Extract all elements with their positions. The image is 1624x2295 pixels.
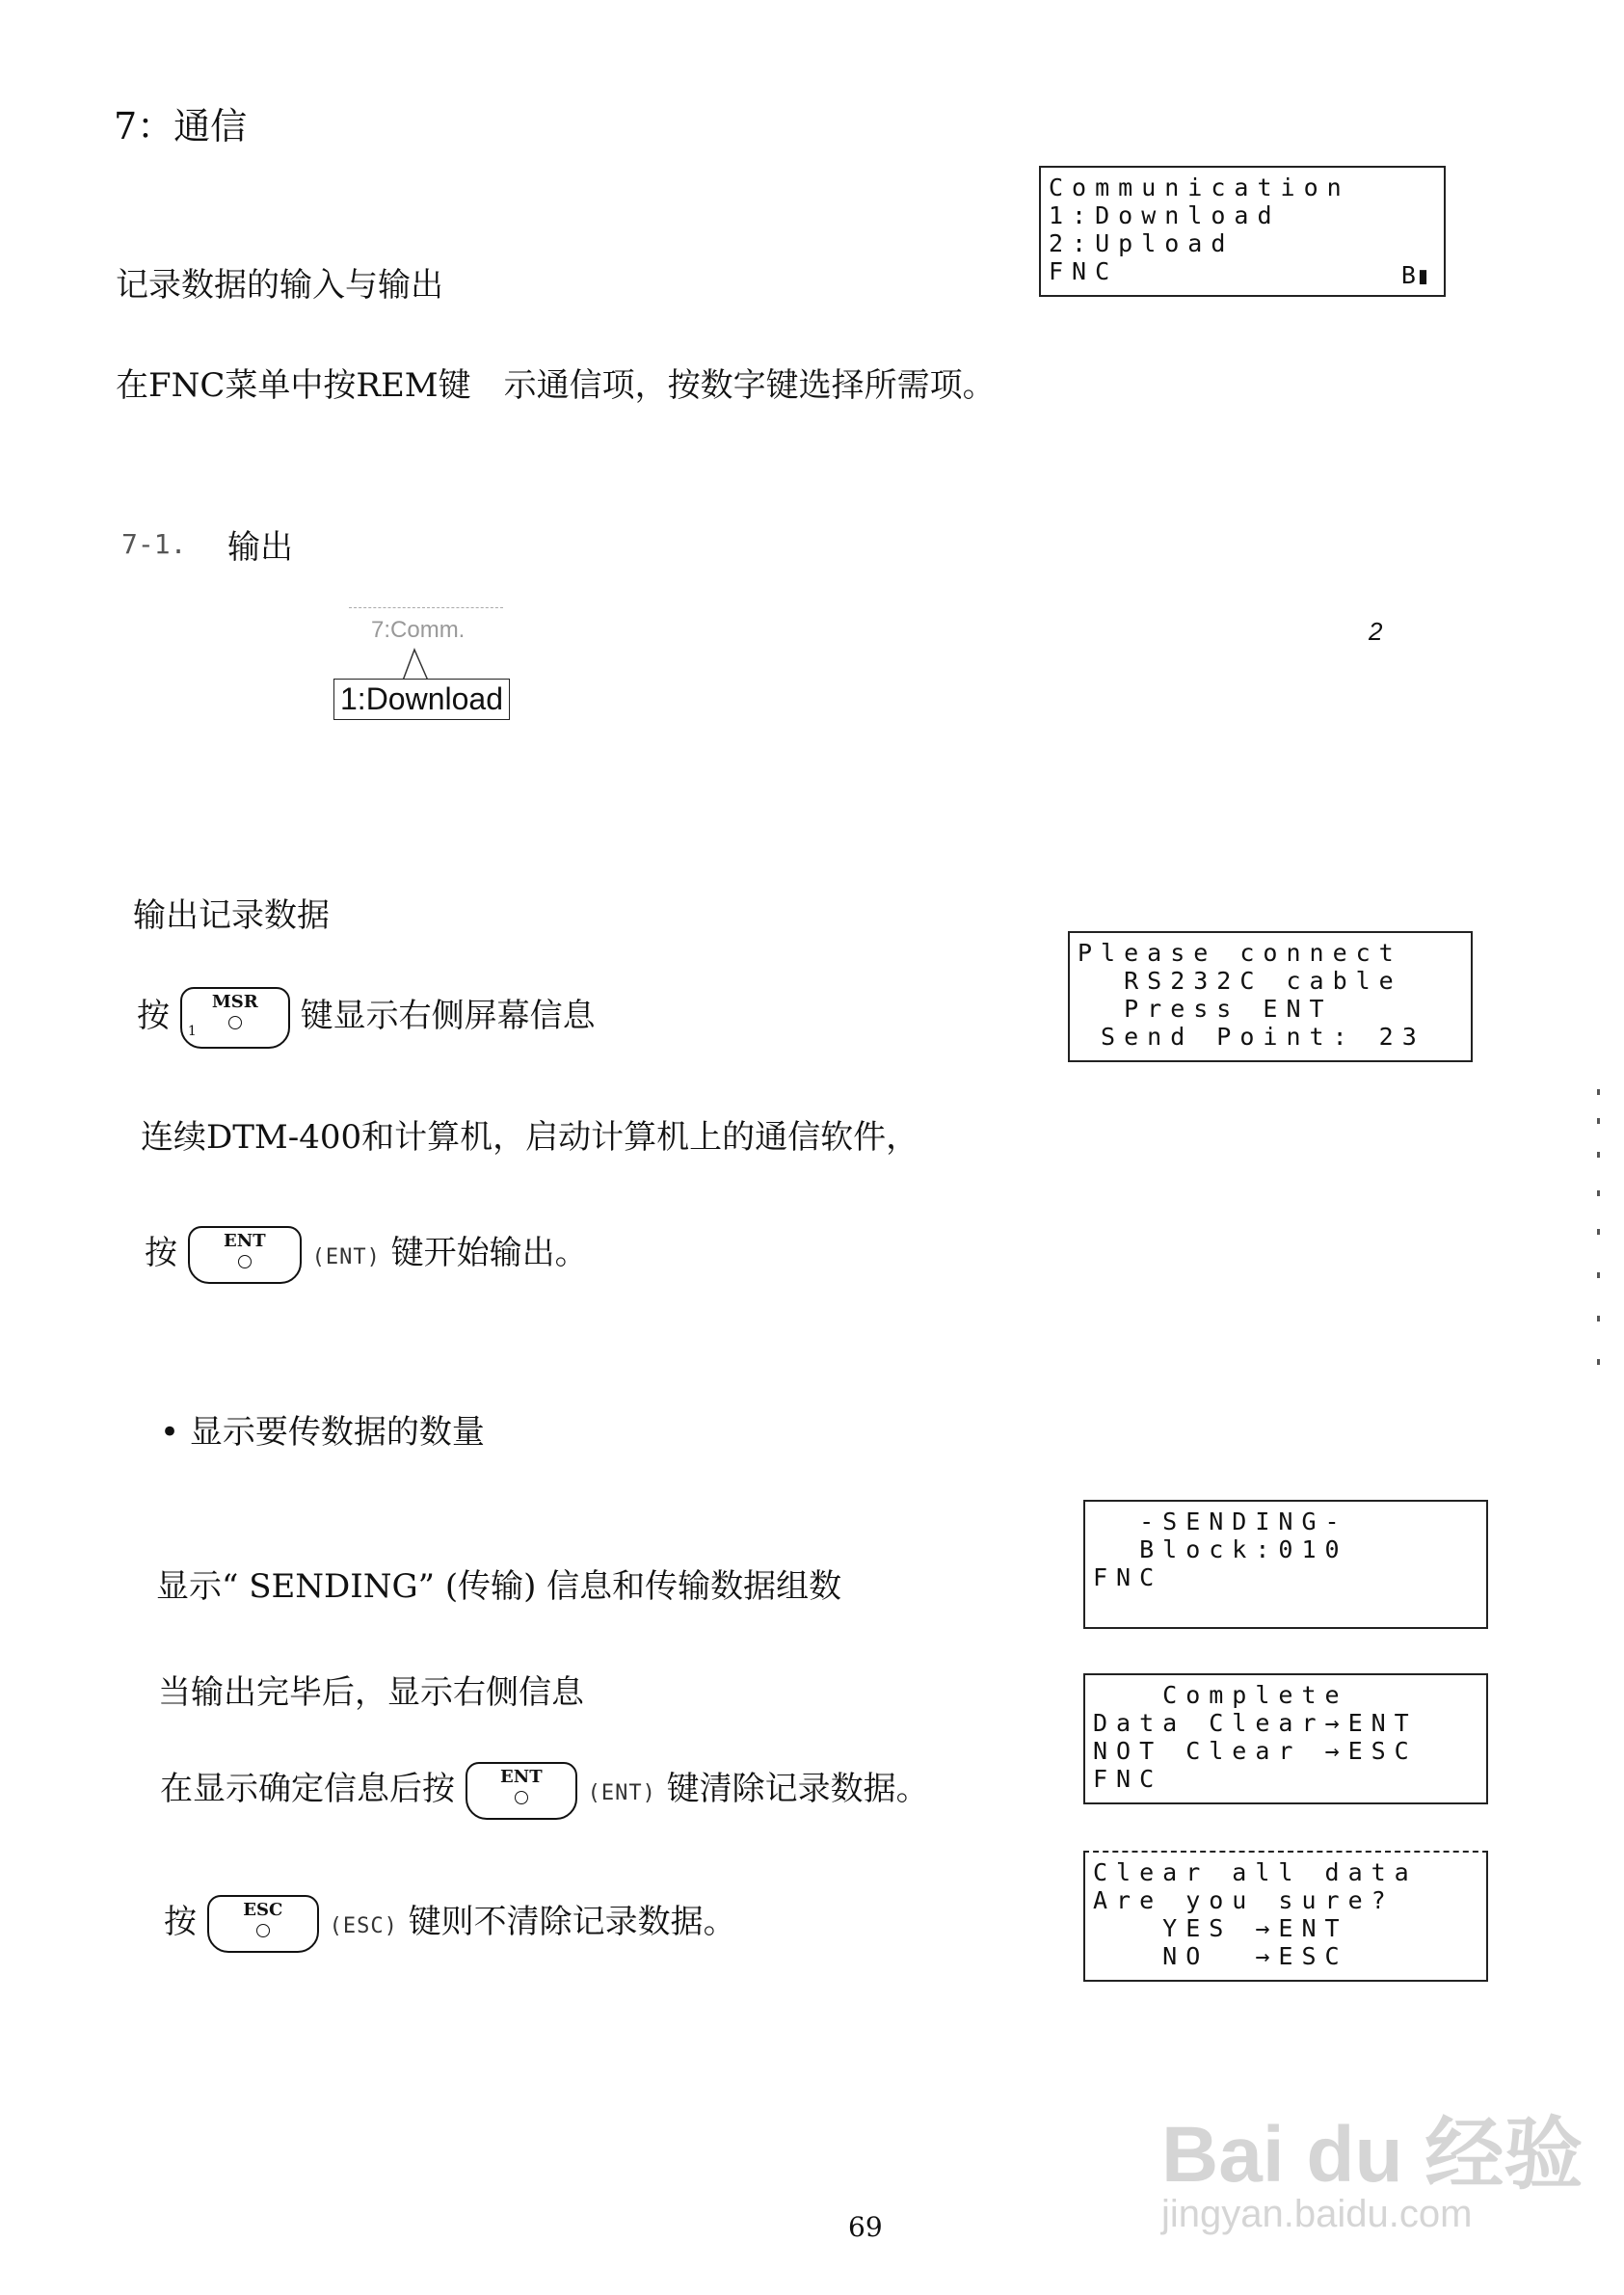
msr-key-number: 1 xyxy=(187,1024,197,1039)
esc-key xyxy=(207,1895,319,1953)
esc-code: (ESC) xyxy=(329,1914,398,1938)
page-marker: 2 xyxy=(1369,617,1383,646)
lcd-line: Complete xyxy=(1093,1681,1348,1709)
lcd-status: B▮ xyxy=(1400,261,1430,289)
lcd-line: Send Point: 23 xyxy=(1078,1023,1425,1051)
subsection-title: 输出 xyxy=(227,528,293,567)
lcd-line: FNC xyxy=(1093,1765,1163,1793)
press-ent-start-line xyxy=(145,1226,588,1284)
lcd-line: Data Clear→ENT xyxy=(1093,1709,1418,1737)
complete-description: 当输出完毕后，显示右侧信息 xyxy=(158,1673,584,1712)
ent-code: (ENT) xyxy=(587,1781,656,1805)
section-title: 7：通信 xyxy=(114,105,248,147)
lcd-line: NOT Clear →ESC xyxy=(1093,1737,1418,1765)
lcd-line: -SENDING- xyxy=(1093,1508,1348,1535)
intro-subtitle: 记录数据的输入与输出 xyxy=(116,266,443,305)
key-dot-icon xyxy=(515,1791,528,1804)
ent-key-label: ENT xyxy=(500,1767,543,1787)
menu-parent-label: 7:Comm. xyxy=(371,617,466,643)
lcd-line: Block:010 xyxy=(1093,1535,1348,1563)
menu-parent-border xyxy=(349,607,503,608)
ent-key-label: ENT xyxy=(224,1231,266,1251)
press-ent-start-text: 键开始输出。 xyxy=(390,1234,588,1272)
watermark-url: jingyan.baidu.com xyxy=(1161,2193,1473,2235)
confirm-suffix: 键清除记录数据。 xyxy=(666,1770,929,1808)
press-label: 按 xyxy=(164,1903,197,1941)
press-label: 按 xyxy=(137,997,170,1035)
menu-connector xyxy=(376,644,453,682)
menu-item-download: 1:Download xyxy=(333,679,510,720)
key-dot-icon xyxy=(228,1016,242,1029)
lcd-communication-menu xyxy=(1039,166,1446,297)
intro-instruction: 在FNC菜单中按REM键 示通信项，按数字键选择所需项。 xyxy=(116,366,996,405)
margin-tick xyxy=(1597,1089,1600,1095)
lcd-complete xyxy=(1083,1673,1488,1804)
lcd-line: Please connect xyxy=(1078,939,1402,967)
press-label: 按 xyxy=(145,1234,177,1272)
lcd-line: YES →ENT xyxy=(1093,1914,1348,1942)
bullet-item: • 显示要传数据的数量 xyxy=(160,1413,485,1452)
margin-tick xyxy=(1597,1229,1600,1235)
margin-tick xyxy=(1597,1359,1600,1365)
lcd-line: 2:Upload xyxy=(1049,229,1235,257)
confirm-ent-line xyxy=(160,1762,929,1820)
lcd-line: Press ENT xyxy=(1078,995,1333,1023)
margin-tick xyxy=(1597,1118,1600,1124)
watermark-logo: Bai du 经验 xyxy=(1161,2111,1584,2199)
lcd-line: Are you sure? xyxy=(1093,1886,1395,1914)
lcd-line: FNC xyxy=(1093,1563,1163,1591)
lcd-line: RS232C cable xyxy=(1078,967,1402,995)
lcd-line: NO →ESC xyxy=(1093,1942,1348,1970)
margin-tick xyxy=(1597,1152,1600,1158)
connect-instruction: 连续DTM-400和计算机，启动计算机上的通信软件， xyxy=(141,1118,919,1157)
margin-tick xyxy=(1597,1272,1600,1278)
page-number: 69 xyxy=(848,2211,883,2243)
press-esc-line xyxy=(164,1895,736,1953)
press-esc-text: 键则不清除记录数据。 xyxy=(408,1903,736,1941)
key-dot-icon xyxy=(238,1255,252,1268)
press-msr-text: 键显示右侧屏幕信息 xyxy=(300,997,596,1035)
output-heading: 输出记录数据 xyxy=(133,896,330,935)
lcd-clear-confirm xyxy=(1083,1851,1488,1982)
msr-key-label: MSR xyxy=(211,992,258,1012)
ent-code: (ENT) xyxy=(311,1245,381,1269)
lcd-line: 1:Download xyxy=(1049,201,1281,229)
lcd-line: Clear all data xyxy=(1093,1858,1418,1886)
msr-key xyxy=(180,987,290,1049)
press-msr-line xyxy=(137,987,596,1049)
key-dot-icon xyxy=(256,1924,270,1937)
esc-key-label: ESC xyxy=(243,1900,283,1920)
lcd-sending xyxy=(1083,1500,1488,1629)
margin-tick xyxy=(1597,1190,1600,1196)
lcd-line: FNC xyxy=(1049,257,1119,285)
subsection-number: 7-1. xyxy=(121,528,187,560)
sending-description: 显示“ SENDING” (传输) 信息和传输数据组数 xyxy=(156,1567,842,1606)
confirm-prefix: 在显示确定信息后按 xyxy=(160,1770,455,1808)
ent-key xyxy=(188,1226,302,1284)
lcd-connect xyxy=(1068,931,1473,1062)
lcd-line: Communication xyxy=(1049,173,1350,201)
margin-tick xyxy=(1597,1316,1600,1321)
ent-key xyxy=(466,1762,577,1820)
